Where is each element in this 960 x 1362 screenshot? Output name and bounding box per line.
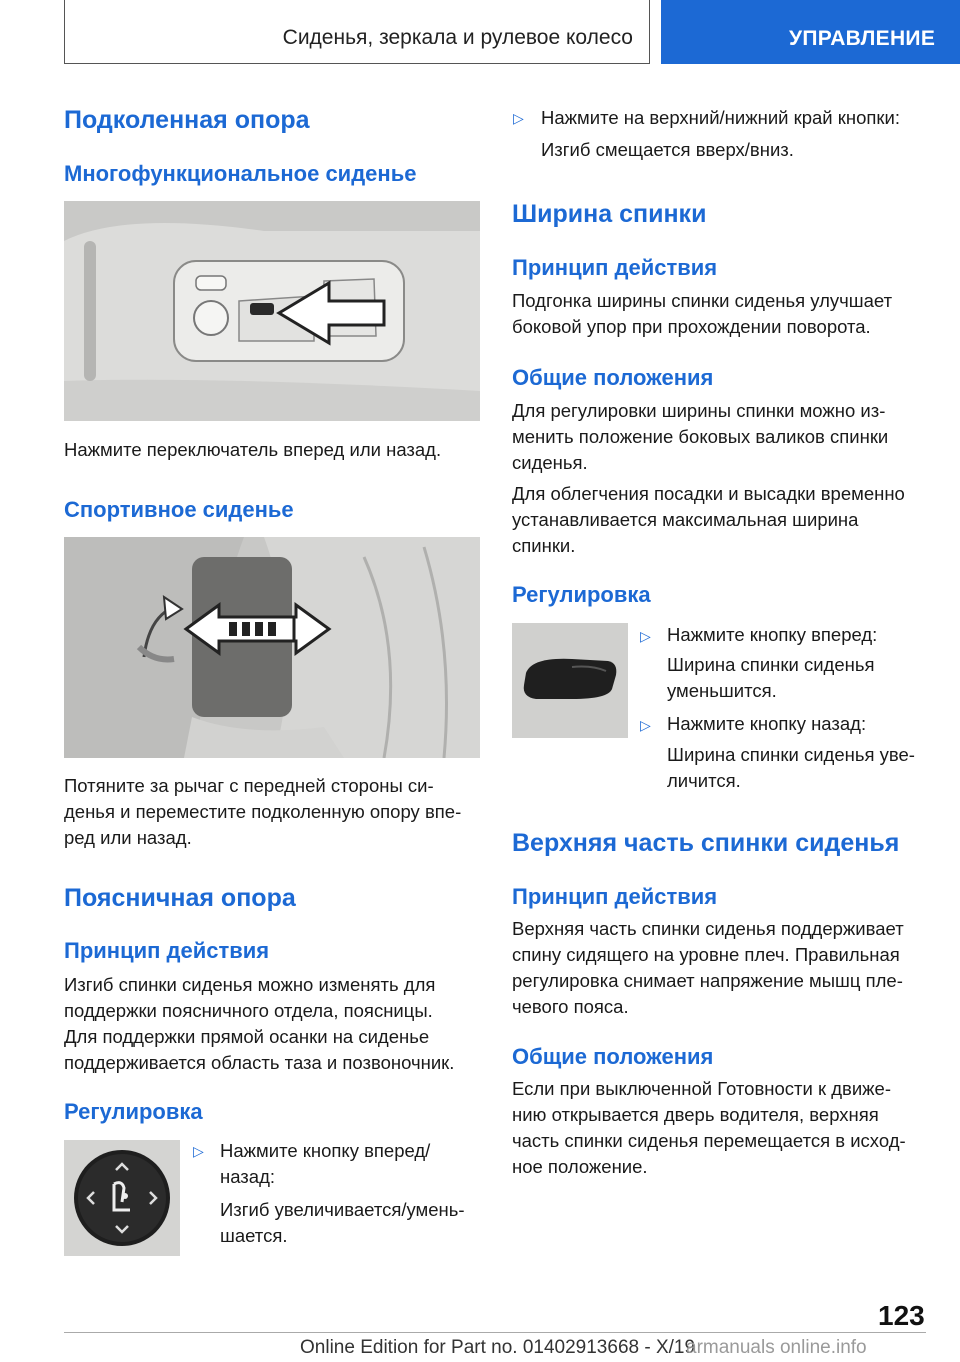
width-bullet-2: Нажмите кнопку назад: [667, 713, 867, 734]
heading-principle: Принцип действия [512, 255, 718, 280]
text-line: устанавливается максимальная ширина [512, 509, 859, 530]
text-line: часть спинки сиденья перемещается в исход- [512, 1130, 906, 1151]
text-line: менить положение боковых валиков спинки [512, 426, 889, 447]
width-general-text-1 [512, 398, 888, 476]
width-bullet-1-result [667, 652, 874, 704]
upper-principle-text [512, 916, 904, 1020]
heading-lumbar-support: Поясничная опора [64, 884, 296, 912]
text-line: личится. [667, 770, 741, 791]
text-line: денья и переместите подколенную опору впе- [64, 801, 462, 822]
width-button-image [512, 623, 628, 738]
text-line: Потяните за рычаг с передней стороны си- [64, 775, 434, 796]
text-line: чевого пояса. [512, 996, 629, 1017]
lumbar-button-image [64, 1140, 180, 1256]
text-line: спину сидящего на уровне плеч. Правильная [512, 944, 900, 965]
text-line: Для поддержки прямой осанки на сиденье [64, 1026, 430, 1047]
text-line: нию открывается дверь водителя, верхняя [512, 1104, 879, 1125]
text-line: назад: [220, 1166, 276, 1187]
chapter-tab-label: УПРАВЛЕНИЕ [789, 27, 936, 50]
text-line: ное положение. [512, 1156, 648, 1177]
text-line: регулировка снимает напряжение мышц пле- [512, 970, 903, 991]
text-line: ред или назад. [64, 827, 192, 848]
heading-adjustment: Регулировка [64, 1099, 203, 1124]
bullet-triangle-icon: ▷ [513, 110, 524, 126]
heading-general: Общие положения [512, 365, 714, 390]
section-title: Сиденья, зеркала и рулевое колесо [282, 26, 633, 49]
text-line: поддерживается область таза и позвоночник. [64, 1052, 455, 1073]
heading-principle: Принцип действия [64, 938, 270, 963]
sport-seat-lever-image [64, 537, 480, 758]
text-line: Подгонка ширины спинки сиденья улучшает [512, 290, 893, 311]
heading-backrest-width: Ширина спинки [512, 200, 707, 228]
text-line: уменьшится. [667, 680, 777, 701]
heading-sport-seat: Спортивное сиденье [64, 497, 294, 522]
footer-watermark: armanuals online.info [686, 1337, 867, 1358]
text-line: поддержки поясничного отдела, поясницы. [64, 1000, 433, 1021]
text-line: Ширина спинки сиденья уве- [667, 744, 915, 765]
bullet-triangle-icon: ▷ [193, 1143, 204, 1159]
width-bullet-1: Нажмите кнопку вперед: [667, 624, 878, 645]
text-line: Нажмите кнопку вперед/ [220, 1140, 431, 1161]
width-general-text-2 [512, 481, 905, 559]
text-line: Ширина спинки сиденья [667, 654, 875, 675]
heading-knee-support: Подколенная опора [64, 106, 310, 134]
width-principle-text [512, 288, 892, 340]
heading-adjustment: Регулировка [512, 582, 651, 607]
text-line: Для регулировки ширины спинки можно из- [512, 400, 886, 421]
text-line: сиденья. [512, 452, 588, 473]
text-line: Изгиб увеличивается/умень- [220, 1199, 465, 1220]
upper-back-bullet-result: Изгиб смещается вверх/вниз. [541, 139, 794, 160]
sport-seat-instruction [64, 773, 461, 851]
text-line: шается. [220, 1225, 288, 1246]
header-section-box [64, 0, 650, 64]
lumbar-bullet-1 [220, 1138, 430, 1190]
text-line: боковой упор при прохождении поворота. [512, 316, 871, 337]
text-line: спинки. [512, 535, 576, 556]
bullet-triangle-icon: ▷ [640, 628, 651, 644]
bullet-triangle-icon: ▷ [640, 717, 651, 733]
chapter-tab[interactable] [661, 0, 960, 64]
heading-general: Общие положения [512, 1044, 714, 1069]
multifunction-seat-instruction: Нажмите переключатель вперед или назад. [64, 439, 442, 460]
lumbar-bullet-1-result [220, 1197, 465, 1249]
heading-principle: Принцип действия [512, 884, 718, 909]
heading-multifunction-seat: Многофункциональное сиденье [64, 161, 417, 186]
footer-edition: Online Edition for Part no. 01402913668 - X/19 [300, 1337, 696, 1358]
upper-general-text [512, 1076, 906, 1180]
upper-back-bullet: Нажмите на верхний/нижний край кнопки: [541, 107, 900, 128]
footer-divider [64, 1332, 926, 1333]
text-line: Верхняя часть спинки сиденья поддерживает [512, 918, 904, 939]
width-bullet-2-result [667, 742, 915, 794]
page-number: 123 [878, 1300, 925, 1331]
text-line: Если при выключенной Готовности к движе- [512, 1078, 892, 1099]
lumbar-principle-text [64, 972, 454, 1076]
multifunction-seat-switch-image [64, 201, 480, 421]
text-line: Для облегчения посадки и высадки временно [512, 483, 905, 504]
heading-upper-backrest: Верхняя часть спинки сиденья [512, 829, 900, 857]
text-line: Изгиб спинки сиденья можно изменять для [64, 974, 436, 995]
